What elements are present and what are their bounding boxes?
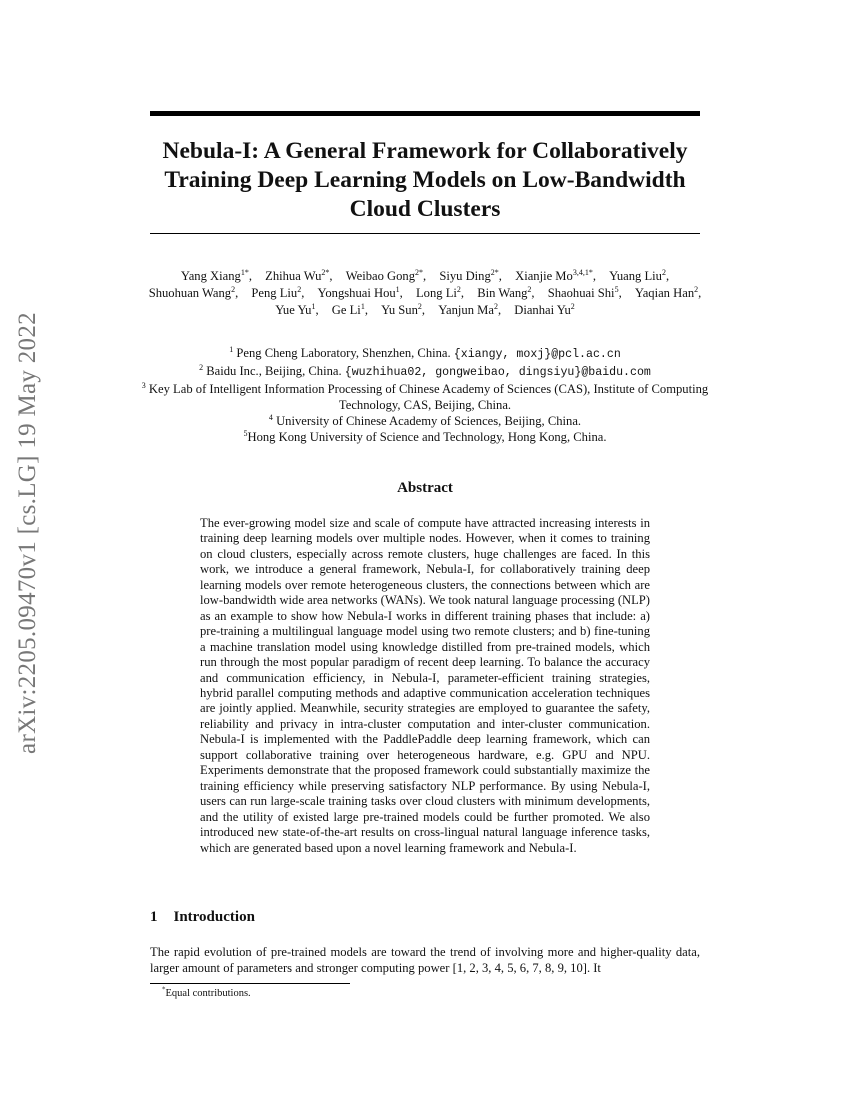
- author-name: Siyu Ding$^{2*}$,: [439, 267, 502, 283]
- author-name-text: Long Li: [415, 286, 457, 300]
- affiliation: [140, 429, 710, 445]
- author-affiliation-mark: 2*: [415, 267, 424, 277]
- author-name: Xianjie $Mo^{3,4,1*}$,: [515, 267, 596, 283]
- affiliation: [140, 381, 710, 413]
- author-affiliation-mark: 1: [395, 284, 400, 294]
- author-name: Peng Liu$^2$,: [251, 284, 305, 300]
- affiliation-email: {xiangy, moxj}@pcl.ac.cn: [453, 348, 621, 361]
- section-title: Introduction: [173, 909, 255, 925]
- author-affiliation-mark: 3,4,1*: [572, 267, 593, 277]
- author-affiliation-mark: 2: [570, 301, 575, 311]
- author-affiliation-mark: 2*: [490, 267, 499, 277]
- author-affiliation-mark: 2: [297, 284, 302, 294]
- author-affiliation-mark: 2: [493, 301, 498, 311]
- author-name: Weibao Gong$^{2*}$,: [345, 267, 427, 283]
- author-name-text: Peng Liu: [251, 286, 298, 300]
- footnote-mark: *: [162, 985, 166, 994]
- author-name: Yue Yu$^1$,: [275, 301, 319, 317]
- author-name: Yu Sun$^2$,: [381, 301, 426, 317]
- author-affiliation-mark: 5: [614, 284, 619, 294]
- author-name-text: Dianhai Yu: [514, 303, 571, 317]
- affiliation-text: Hong Kong University of Science and Technology, Hong Kong, China.: [247, 430, 607, 444]
- author-name: [514, 302, 575, 319]
- affiliation-mark: 2: [199, 362, 204, 372]
- author-name-text: Yuang Liu: [609, 269, 662, 283]
- author-affiliation-mark: 2*: [321, 267, 330, 277]
- paper-title: Nebula-I: A General Framework for Collaboratively Training Deep Learning Models on Low-Bandwidth Cloud Clusters: [162, 138, 688, 222]
- author-name-text: Yaqian Han: [634, 286, 695, 300]
- affiliation-mark: 5: [243, 428, 248, 438]
- author-affiliation-mark: 2: [417, 301, 422, 311]
- title-bottom-rule: [150, 233, 700, 234]
- author-affiliation-mark: 1*: [240, 267, 249, 277]
- author-affiliation-mark: 2: [231, 284, 236, 294]
- author-affiliation-mark: 2: [527, 284, 532, 294]
- author-name-text: Bin Wang: [477, 286, 528, 300]
- abstract-text: The ever-growing model size and scale of compute have attracted increasing interests in training deep learning models over multiple nodes. However, when it comes to training on cloud clusters, especially across remote clusters, huge challenges are faced. In this work, we introduce a general framework, Nebula-I, for collaboratively training deep learning models over remote heterogeneous clusters, the connections between which are low-bandwidth wide area networks (WANs). We took natural language processing (NLP) as an example to show how Nebula-I works in different training phases that include: a) pre-training a multilingual language model using two remote clusters; and b) fine-tuning a machine translation model using knowledge distilled from pre-trained models, which run through the most popular paradigm of recent deep learning. To balance the accuracy and communication efficiency, in Nebula-I, parameter-efficient training strategies, hybrid parallel computing methods and adaptive communication acceleration techniques are jointly applied. Meanwhile, security strategies are employed to guarantee the safety, reliability and privacy in intra-cluster computation and inter-cluster communication. Nebula-I is implemented with the PaddlePaddle deep learning framework, which can support collaborative training over heterogeneous hardware, e.g. GPU and NPU. Experiments demonstrate that the proposed framework could substantially maximize the training efficiency while preserving satisfactory NLP performance. By using Nebula-I, users can run large-scale training tasks over cloud clusters with minimum developments, and the utility of existed large pre-trained models could be further promoted. We also introduced new state-of-the-art results on cross-lingual natural language inference tasks, which are generated based upon a novel learning framework and Nebula-I.: [200, 516, 650, 855]
- section-number: 1: [150, 909, 158, 925]
- author-name-text: Zhihua Wu: [265, 269, 322, 283]
- author-name: Shaohuai Shi$^5$,: [547, 284, 622, 300]
- affiliation-mark: 3: [141, 380, 146, 390]
- author-name: Shuohuan Wang$^2$,: [148, 284, 239, 300]
- author-name-text: Yang Xiang: [180, 269, 241, 283]
- author-name-text: Shuohuan Wang: [148, 286, 232, 300]
- footnote-text: Equal contributions.: [165, 988, 251, 999]
- author-name: Yang Xiang$^{1*}$,: [180, 267, 252, 283]
- author-name-text: Ge Li: [331, 303, 361, 317]
- abstract-heading: Abstract: [397, 480, 453, 496]
- author-name: Zhihua $Wu^{2*}$,: [265, 267, 333, 283]
- affiliation: [140, 363, 710, 381]
- author-name: Yongshuai Hou$^1$,: [317, 284, 403, 300]
- author-list: [140, 268, 710, 319]
- author-name: Yaqian Han$^2$,: [634, 284, 702, 300]
- affiliation-text: Key Lab of Intelligent Information Processing of Chinese Academy of Sciences (CAS), Institute of Computing Technology, CAS, Beijing, China.: [145, 382, 709, 412]
- author-affiliation-mark: 2: [456, 284, 461, 294]
- author-affiliation-mark: 1: [311, 301, 316, 311]
- affiliation: [140, 413, 710, 429]
- author-name-text: Yu Sun: [381, 303, 418, 317]
- affiliation-mark: 1: [229, 344, 234, 354]
- title-top-rule: [150, 111, 700, 116]
- arxiv-identifier: arXiv:2205.09470v1 [cs.LG] 19 May 2022: [14, 312, 41, 754]
- author-name-text: Siyu Ding: [439, 269, 491, 283]
- author-name-text: Xianjie Mo: [515, 269, 573, 283]
- author-name: Yanjun Ma$^2$,: [438, 301, 502, 317]
- author-name-text: Yanjun Ma: [438, 303, 494, 317]
- affiliation-text: Baidu Inc., Beijing, China.: [203, 364, 345, 378]
- affiliation-list: [140, 345, 710, 445]
- introduction-text: The rapid evolution of pre-trained models are toward the trend of involving more and higher-quality data, larger amount of parameters and stronger computing power [1, 2, 3, 4, 5, 6, 7, 8, 9, 10]. It: [150, 945, 700, 975]
- author-affiliation-mark: 2: [661, 267, 666, 277]
- author-affiliation-mark: 1: [360, 301, 365, 311]
- author-name-text: Yue Yu: [275, 303, 312, 317]
- section-heading: [150, 909, 255, 926]
- author-name-text: Yongshuai Hou: [317, 286, 396, 300]
- affiliation-mark: 4: [268, 412, 273, 422]
- affiliation-email: {wuzhihua02, gongweibao, dingsiyu}@baidu.com: [344, 366, 651, 379]
- author-name: Bin Wang$^2$,: [477, 284, 535, 300]
- author-name: Ge Li$^1$,: [331, 301, 368, 317]
- affiliation-text: University of Chinese Academy of Sciences, Beijing, China.: [272, 414, 582, 428]
- author-name-text: Weibao Gong: [345, 269, 416, 283]
- affiliation-text: Peng Cheng Laboratory, Shenzhen, China.: [233, 346, 454, 360]
- author-affiliation-mark: 2: [694, 284, 699, 294]
- author-name: Long Li$^2$,: [415, 284, 465, 300]
- author-name-text: Shaohuai Shi: [547, 286, 615, 300]
- footnote-rule: [150, 983, 350, 984]
- author-name: Yuang Liu$^2$,: [609, 267, 670, 283]
- affiliation: [140, 345, 710, 363]
- footnote: [162, 985, 251, 999]
